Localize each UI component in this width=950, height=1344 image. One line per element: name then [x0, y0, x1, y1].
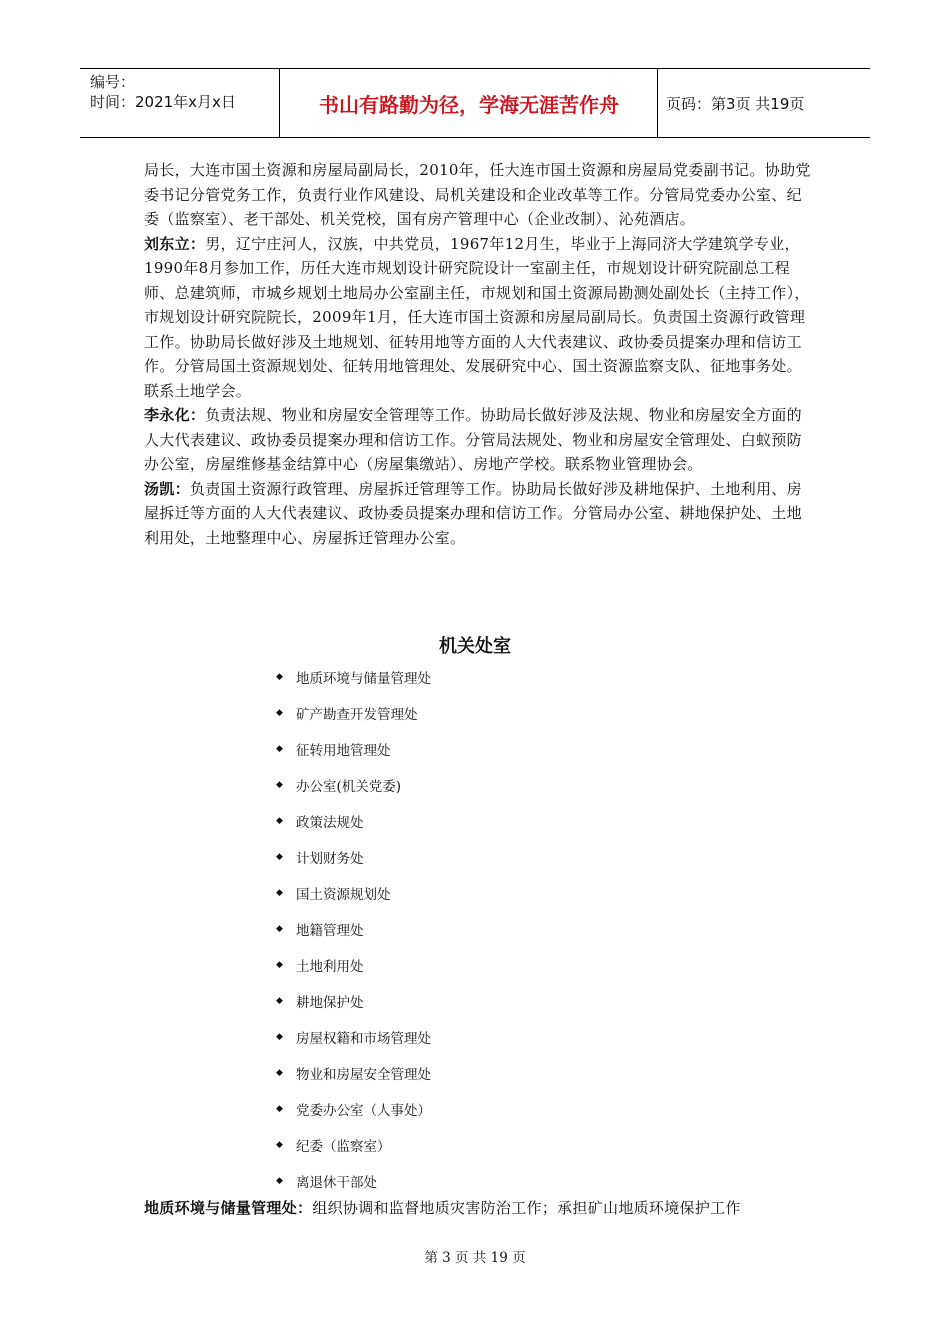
diamond-bullet-icon: ◆: [276, 1140, 283, 1150]
list-item-label: 办公室(机关党委): [296, 779, 402, 795]
person-name: 汤凯：: [144, 479, 190, 498]
diamond-bullet-icon: ◆: [276, 816, 283, 826]
list-item: [276, 1091, 431, 1127]
department-list: [276, 659, 431, 1199]
list-item: [276, 731, 431, 767]
list-item: [276, 659, 431, 695]
list-item-label: 党委办公室（人事处）: [296, 1103, 431, 1119]
page-header: [80, 68, 870, 138]
person-desc: 负责国土资源行政管理、房屋拆迁管理等工作。协助局长做好涉及耕地保护、土地利用、房屋拆迁等方面的人大代表建议、政协委员提案办理和信访工作。分管局办公室、耕地保护处、土地利用处，土地整理中心、房屋拆迁管理办公室。: [144, 479, 802, 547]
diamond-bullet-icon: ◆: [276, 708, 283, 718]
person-desc: 男，辽宁庄河人，汉族，中共党员，1967年12月生，毕业于上海同济大学建筑学专业，1990年8月参加工作，历任大连市规划设计研究院设计一室副主任，市规划设计研究院副总工程师、总建筑师，市城乡规划土地局办公室副主任，市规划和国土资源局勘测处副处长（主持工作），市规划设计研究院院长，2009年1月，任大连市国土资源和房屋局副局长。负责国土资源行政管理工作。协助局长做好涉及土地规划、征转用地等方面的人大代表建议、政协委员提案办理和信访工作。分管局国土资源规划处、征转用地管理处、发展研究中心、国土资源监察支队、征地事务处。联系土地学会。: [144, 234, 810, 400]
paragraph-4: [144, 477, 812, 551]
diamond-bullet-icon: ◆: [276, 924, 283, 934]
paragraph-2: [144, 232, 812, 404]
list-item-label: 地籍管理处: [296, 923, 364, 939]
list-item: [276, 1019, 431, 1055]
serial-label: 编号：: [90, 73, 136, 91]
list-item-label: 矿产勘查开发管理处: [296, 707, 418, 723]
list-item: [276, 839, 431, 875]
list-item: [276, 695, 431, 731]
dept-desc: 组织协调和监督地质灾害防治工作；承担矿山地质环境保护工作: [312, 1199, 741, 1217]
person-name: 刘东立：: [144, 234, 206, 253]
list-item: [276, 803, 431, 839]
diamond-bullet-icon: ◆: [276, 1176, 283, 1186]
paragraph-3: [144, 403, 812, 477]
list-item-label: 物业和房屋安全管理处: [296, 1067, 431, 1083]
diamond-bullet-icon: ◆: [276, 852, 283, 862]
list-item: [276, 1127, 431, 1163]
list-item: [276, 911, 431, 947]
page-footer: 第 3 页 共 19 页: [424, 1250, 526, 1266]
list-item: [276, 983, 431, 1019]
diamond-bullet-icon: ◆: [276, 888, 283, 898]
list-item-label: 政策法规处: [296, 815, 364, 831]
list-item: [276, 947, 431, 983]
diamond-bullet-icon: ◆: [276, 996, 283, 1006]
list-item: [276, 1055, 431, 1091]
section-title: 机关处室: [439, 636, 511, 657]
header-motto: 书山有路勤为径，学海无涯苦作舟: [281, 69, 658, 137]
diamond-bullet-icon: ◆: [276, 960, 283, 970]
header-page-info: 页码：第3页 共19页: [666, 94, 805, 113]
list-item-label: 耕地保护处: [296, 995, 364, 1011]
diamond-bullet-icon: ◆: [276, 1068, 283, 1078]
list-item-label: 土地利用处: [296, 959, 364, 975]
diamond-bullet-icon: ◆: [276, 780, 283, 790]
diamond-bullet-icon: ◆: [276, 1104, 283, 1114]
diamond-bullet-icon: ◆: [276, 672, 283, 682]
list-item-label: 征转用地管理处: [296, 743, 391, 759]
list-item: [276, 767, 431, 803]
list-item-label: 离退休干部处: [296, 1175, 377, 1191]
list-item: [276, 1163, 431, 1199]
dept-heading: 地质环境与储量管理处：: [144, 1199, 313, 1217]
person-name: 李永化：: [144, 406, 206, 424]
paragraph-5: [144, 1196, 812, 1220]
paragraph-1: 局长，大连市国土资源和房屋局副局长，2010年，任大连市国土资源和房屋局党委副书记。协助党委书记分管党务工作，负责行业作风建设、局机关建设和企业改革等工作。分管局党委办公室、纪委（监察室）、老干部处、机关党校，国有房产管理中心（企业改制）、沁苑酒店。: [144, 161, 811, 228]
header-meta: [80, 69, 280, 137]
diamond-bullet-icon: ◆: [276, 1032, 283, 1042]
list-item-label: 纪委（监察室）: [296, 1139, 391, 1155]
diamond-bullet-icon: ◆: [276, 744, 283, 754]
date-label: 时间：2021年x月x日: [90, 93, 236, 111]
person-desc: 负责法规、物业和房屋安全管理等工作。协助局长做好涉及法规、物业和房屋安全方面的人大代表建议、政协委员提案办理和信访工作。分管局法规处、物业和房屋安全管理处、白蚁预防办公室，房屋维修基金结算中心（房屋集缴站）、房地产学校。联系物业管理协会。: [144, 406, 802, 473]
list-item: [276, 875, 431, 911]
list-item-label: 计划财务处: [296, 851, 364, 867]
list-item-label: 房屋权籍和市场管理处: [296, 1031, 431, 1047]
main-text: [144, 158, 812, 550]
list-item-label: 国土资源规划处: [296, 887, 391, 903]
list-item-label: 地质环境与储量管理处: [296, 671, 431, 687]
